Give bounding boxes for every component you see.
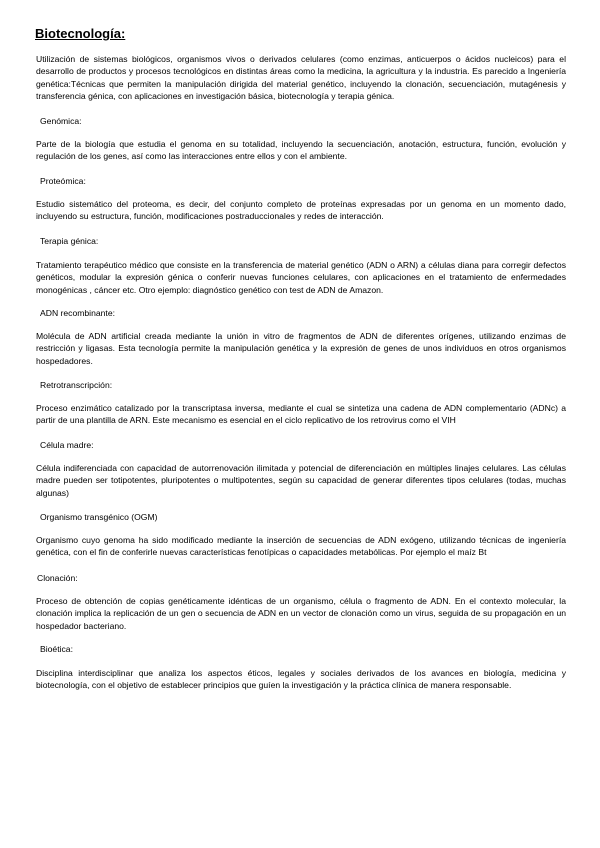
paragraph-celula-madre: Célula indiferenciada con capacidad de autorrenovación ilimitada y potencial de diferenciación en múltiples linajes celulares. Las células madre pueden ser totipotentes, pluripotentes o multipotentes, según su capacidad de generar diferentes tipos celulares (todas, muchas algunas) [36,463,566,498]
paragraph-genomica: Parte de la biología que estudia el genoma en su totalidad, incluyendo la secuenciación, anotación, estructura, función, evolución y regulación de los genes, así como las interacciones entre ellos y con el ambiente. [36,139,566,162]
paragraph-organismo-transgenico: Organismo cuyo genoma ha sido modificado mediante la inserción de secuencias de ADN exógeno, utilizando técnicas de ingeniería genética, con el fin de conferirle nuevas características fenotípicas o capacidades metabólicas. Por ejemplo el maíz Bt [36,535,566,558]
paragraph-bioetica: Disciplina interdisciplinar que analiza los aspectos éticos, legales y sociales derivados de los avances en biología, medicina y biotecnología, con el objetivo de establecer principios que guíen la investigación y la práctica clínica de manera responsable. [36,668,566,691]
paragraph-clonacion: Proceso de obtención de copias genéticamente idénticas de un organismo, célula o fragmento de ADN. En el contexto molecular, la clonación implica la replicación de un gen o secuencia de ADN en un vector de clonación como un virus, seguida de su propagación en un hospedador bacteriano. [36,596,566,631]
paragraph-retrotranscripcion: Proceso enzimático catalizado por la transcriptasa inversa, mediante el cual se sintetiza una cadena de ADN complementario (ADNc) a partir de una plantilla de ARN. Este mecanismo es esencial en el ciclo replicativo de los retrovirus como el VIH [36,403,566,426]
paragraph-adn-recombinante: Molécula de ADN artificial creada mediante la unión in vitro de fragmentos de ADN de diferentes orígenes, utilizando enzimas de restricción y ligasas. Esta tecnología permite la manipulación genética y la expresión de genes de unos individuos en otros organismos hospedadores. [36,331,566,366]
paragraph-proteomica: Estudio sistemático del proteoma, es decir, del conjunto completo de proteínas expresadas por un genoma en un momento dado, incluyendo su estructura, función, modificaciones postraduccionales y redes de interacción. [36,199,566,222]
heading-proteomica: Proteómica: [40,176,86,186]
intro-paragraph: Utilización de sistemas biológicos, organismos vivos o derivados celulares (como enzimas, anticuerpos o ácidos nucleicos) para el desarrollo de productos y procesos tecnológicos en distintas áreas como la medicina, la agricultura y la industria. Es parecido a Ingeniería genética:Técnicas que permiten la manipulación dirigida del material genético, incluyendo la clonación, secuenciación, mutagénesis y transferencia génica, con aplicaciones en investigación básica, biotecnología y terapia génica. [36,54,566,102]
heading-terapia-genica: Terapia génica: [40,236,99,246]
heading-adn-recombinante: ADN recombinante: [40,308,115,318]
paragraph-terapia-genica: Tratamiento terapéutico médico que consiste en la transferencia de material genético (ADN o ARN) a células diana para corregir defectos genéticos, modular la expresión génica o conferir nuevas funciones celulares, con aplicaciones en el tratamiento de enfermedades monogénicas , cáncer etc. Otro ejemplo: diagnóstico genético con test de ADN de Amazon. [36,260,566,295]
heading-genomica: Genómica: [40,116,82,126]
heading-retrotranscripcion: Retrotranscripción: [40,380,113,390]
heading-clonacion: Clonación: [37,573,78,583]
heading-celula-madre: Célula madre: [40,440,94,450]
heading-organismo-transgenico: Organismo transgénico (OGM) [40,512,158,522]
document-title: Biotecnología: [35,26,126,41]
heading-bioetica: Bioética: [40,644,73,654]
